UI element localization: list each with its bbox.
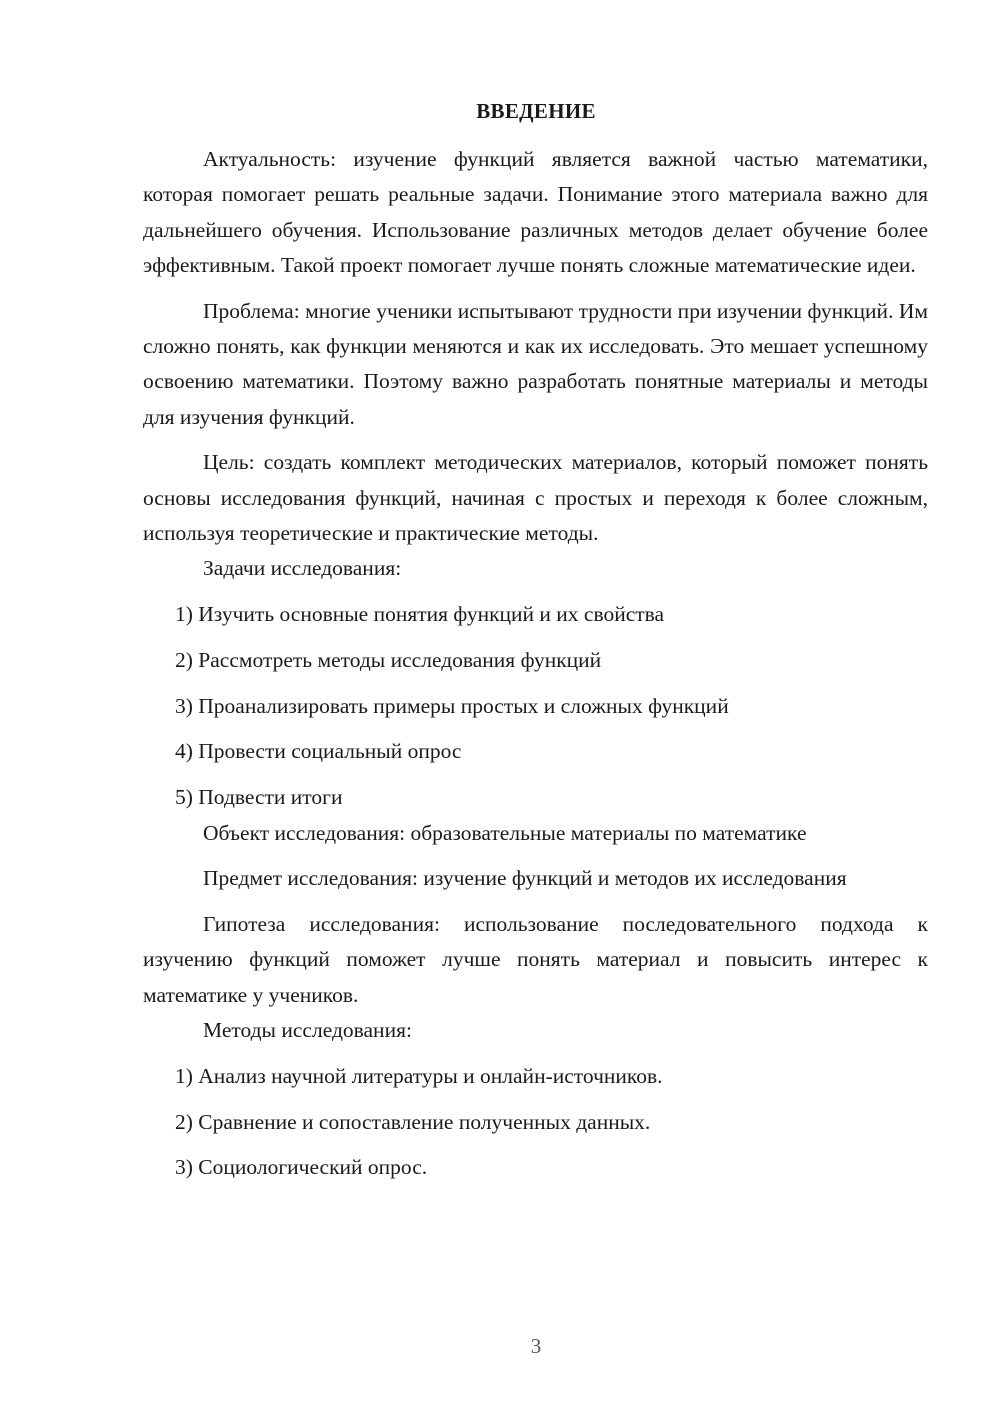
methods-list: [143, 1059, 928, 1186]
paragraph-object: Объект исследования: образовательные материалы по математике: [203, 820, 807, 845]
paragraph-hypothesis: Гипотеза исследования: использование последовательного подхода к изучению функций поможет лучше понять материал и повысить интерес к математике у учеников.: [143, 912, 928, 1007]
paragraph-subject: Предмет исследования: изучение функций и методов их исследования: [203, 866, 847, 891]
paragraph-goal: Цель: создать комплект методических материалов, который поможет понять основы исследования функций, начиная с простых и переходя к более сложным, используя теоретические и практические методы.: [143, 450, 928, 545]
paragraph-relevance: Актуальность: изучение функций является важной частью математики, которая помогает решать реальные задачи. Понимание этого материала важно для дальнейшего обучения. Использование различных методов делает обучение более эффективным. Такой проект помогает лучше понять сложные математические идеи.: [143, 147, 928, 277]
list-item: 2) Сравнение и сопоставление полученных данных.: [175, 1109, 651, 1134]
list-item: 1) Изучить основные понятия функций и их свойства: [175, 602, 665, 627]
page-title: ВВЕДЕНИЕ: [476, 99, 596, 123]
tasks-heading: Задачи исследования:: [203, 556, 402, 581]
paragraph-problem: Проблема: многие ученики испытывают трудности при изучении функций. Им сложно понять, как функции меняются и как их исследовать. Это мешает успешному освоению математики. Поэтому важно разработать понятные материалы и методы для изучения функций.: [143, 298, 928, 429]
document-body: [143, 142, 928, 1186]
methods-heading: Методы исследования:: [203, 1018, 412, 1043]
page-number: 3: [530, 1334, 542, 1358]
list-item: 3) Социологический опрос.: [175, 1155, 428, 1180]
list-item: 3) Проанализировать примеры простых и сложных функций: [175, 693, 729, 718]
list-item: 5) Подвести итоги: [175, 785, 343, 810]
list-item: 1) Анализ научной литературы и онлайн-источников.: [175, 1063, 663, 1088]
list-item: 4) Провести социальный опрос: [175, 739, 462, 764]
list-item: 2) Рассмотреть методы исследования функций: [175, 647, 602, 672]
tasks-list: [143, 597, 928, 815]
